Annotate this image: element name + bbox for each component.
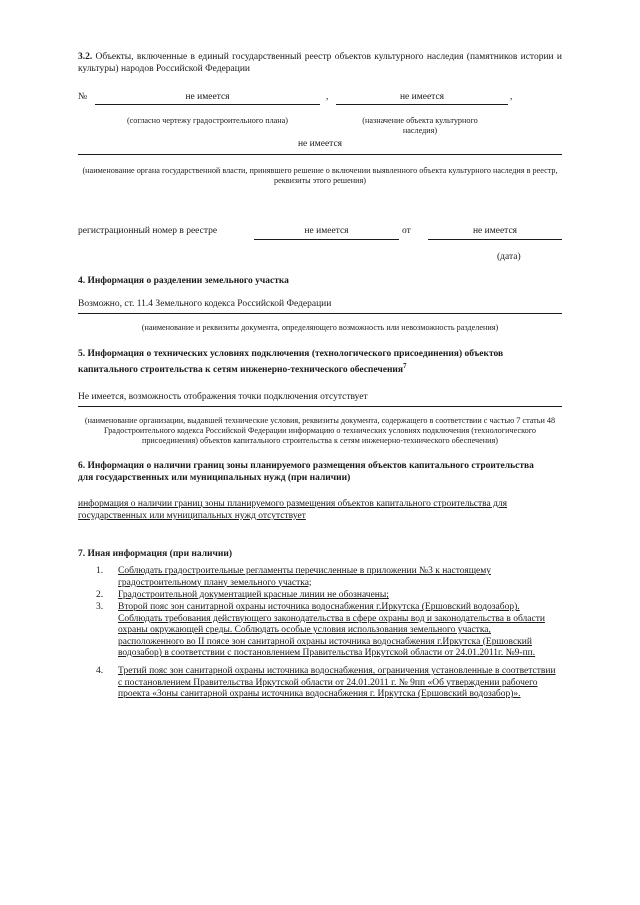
object-number-value: не имеется bbox=[185, 92, 230, 102]
item-3-number: 3. bbox=[96, 602, 104, 612]
section-3-2-title: Объекты, включенные в единый государственный реестр объектов культурного наследия (памятников истории и культуры) народов Российской Федерации bbox=[78, 52, 562, 74]
section-7-title: 7. Иная информация (при наличии) bbox=[78, 549, 233, 559]
item-4-content: Третий пояс зон санитарной охраны источника водоснабжения, ограничения установленные в соответствии с постановлением Правительства Иркутской области от 24.01.2011 г. № 9пп «Об утверждении рабочего проекта «Зоны санитарной охраны источника водоснабжения г. Иркутска (Ершовский водозабор)». bbox=[118, 666, 556, 699]
item-1-content: Соблюдать градостроительные регламенты перечисленные в приложении №3 к настоящему градостроительному плану земельного участка; bbox=[118, 566, 491, 588]
item-2-text bbox=[118, 590, 558, 602]
object-number-line bbox=[95, 104, 320, 105]
registration-value: не имеется bbox=[304, 226, 349, 236]
section-3-2-text bbox=[78, 51, 562, 75]
authority-line bbox=[78, 154, 562, 155]
section-5-line bbox=[78, 406, 562, 407]
section-5-title-text: 5. Информация о технических условиях подключения (технологического присоединения) объектов капитального строительства к сетям инженерно-технического обеспечения bbox=[78, 349, 504, 376]
registration-line bbox=[254, 239, 399, 240]
section-4-text: Возможно, ст. 11.4 Земельного кодекса Российской Федерации bbox=[78, 299, 332, 309]
item-2-content: Градостроительной документацией красные линии не обозначены; bbox=[118, 590, 389, 600]
section-6-title: 6. Информация о наличии границ зоны планируемого размещения объектов капитального строительства для государственных или муниципальных нужд (при наличии) bbox=[78, 461, 534, 483]
item-3-content: Второй пояс зон санитарной охраны источника водоснабжения г.Иркутска (Ершовский водозабор). Соблюдать требования действующего законодательства в сфере охраны вод и законодательства в области охраны окружающей среды. Соблюдать особые условия использования земельного участка, расположенного во II поясе зон санитарной охраны источника водоснабжения г.Иркутска (Ершовский водозабор) в соответствии с постановлением Правительства Иркутской области от 24.01.2011г. №9-пп. bbox=[118, 602, 545, 658]
date-line bbox=[428, 239, 562, 240]
registration-label: регистрационный номер в реестре bbox=[78, 226, 218, 236]
section-6-text: информация о наличии границ зоны планируемого размещения объектов капитального строительства для государственных или муниципальных нужд отсутствует bbox=[78, 499, 508, 521]
section-5-footnote-ref: 7 bbox=[403, 362, 407, 370]
from-label: от bbox=[402, 226, 411, 236]
section-5-title bbox=[78, 348, 562, 376]
object-purpose-value: не имеется bbox=[399, 92, 445, 102]
section-3-2-number: 3.2. bbox=[78, 52, 93, 62]
comma-1: , bbox=[326, 92, 329, 102]
item-2-number: 2. bbox=[96, 590, 104, 600]
section-4-caption: (наименование и реквизиты документа, определяющего возможность или невозможность разделения) bbox=[141, 323, 499, 332]
item-1-text bbox=[118, 566, 558, 589]
item-4-number: 4. bbox=[96, 666, 104, 676]
object-purpose-line bbox=[336, 104, 508, 105]
authority-value: не имеется bbox=[297, 139, 343, 149]
caption-object-purpose: (назначение объекта культурного наследия) bbox=[362, 116, 478, 135]
caption-gpzu-drawing: (согласно чертежу градостроительного плана) bbox=[126, 116, 289, 125]
item-1-number: 1. bbox=[96, 566, 104, 576]
number-label: № bbox=[78, 92, 88, 102]
section-5-text: Не имеется, возможность отображения точки подключения отсутствует bbox=[78, 392, 368, 402]
date-value: не имеется bbox=[472, 226, 518, 236]
comma-2: , bbox=[510, 92, 513, 102]
item-4-text bbox=[118, 666, 558, 701]
item-3-text bbox=[118, 602, 558, 660]
date-caption: (дата) bbox=[497, 252, 521, 262]
caption-authority: (наименование органа государственной власти, принявшего решение о включении выявленного объекта культурного наследия в реестр, реквизиты этого решения) bbox=[82, 166, 558, 185]
section-4-line bbox=[78, 313, 562, 314]
section-4-title: 4. Информация о разделении земельного участка bbox=[78, 276, 289, 286]
section-5-caption: (наименование организации, выдавшей технические условия, реквизиты документа, содержащего в соответствии с частью 7 статьи 48 Градостроительного кодекса Российской Федерации информацию о технических условиях подключения (технологического присоединения) объектов капитального строительства к сетям инженерно-технического обеспечения) bbox=[84, 416, 556, 445]
